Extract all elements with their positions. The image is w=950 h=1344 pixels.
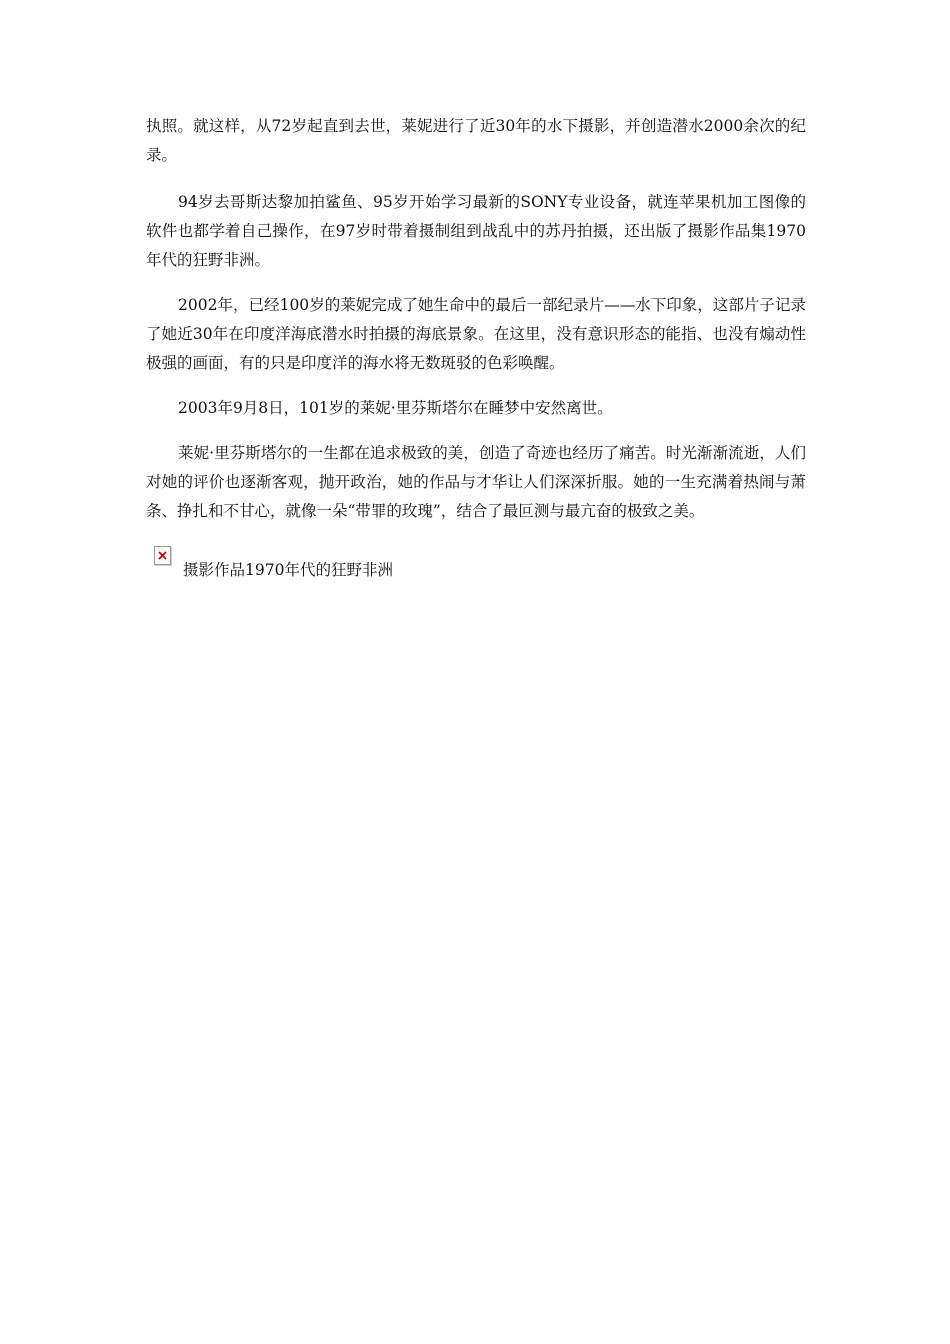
photo-figure (146, 546, 806, 586)
document-page (146, 112, 806, 586)
paragraph-2002-documentary: 2002年，已经100岁的莱妮完成了她生命中的最后一部纪录片——水下印象，这部片子记录了她近30年在印度洋海底潜水时拍摄的海底景象。在这里，没有意识形态的能指、也没有煽动性极强的画面，有的只是印度洋的海水将无数斑驳的色彩唤醒。 (146, 296, 806, 372)
paragraph-continuation: 执照。就这样，从72岁起直到去世，莱妮进行了近30年的水下摄影，并创造潜水2000余次的纪录。 (146, 117, 806, 164)
paragraph-legacy: 莱妮·里芬斯塔尔的一生都在追求极致的美，创造了奇迹也经历了痛苦。时光渐渐流逝，人们对她的评价也逐渐客观，抛开政治，她的作品与才华让人们深深折服。她的一生充满着热闹与萧条、挣扎和不甘心，就像一朵“带罪的玫瑰”，结合了最叵测与最亢奋的极致之美。 (146, 444, 806, 520)
paragraph-age-94: 94岁去哥斯达黎加拍鲨鱼、95岁开始学习最新的SONY专业设备，就连苹果机加工图像的软件也都学着自己操作，在97岁时带着摄制组到战乱中的苏丹拍摄，还出版了摄影作品集1970年代的狂野非洲。 (146, 193, 806, 269)
paragraph-2003-death: 2003年9月8日，101岁的莱妮·里芬斯塔尔在睡梦中安然离世。 (178, 399, 613, 417)
figure-caption: 摄影作品1970年代的狂野非洲 (183, 561, 393, 579)
broken-image-x-mark (158, 551, 167, 560)
broken-image-icon (154, 546, 171, 565)
